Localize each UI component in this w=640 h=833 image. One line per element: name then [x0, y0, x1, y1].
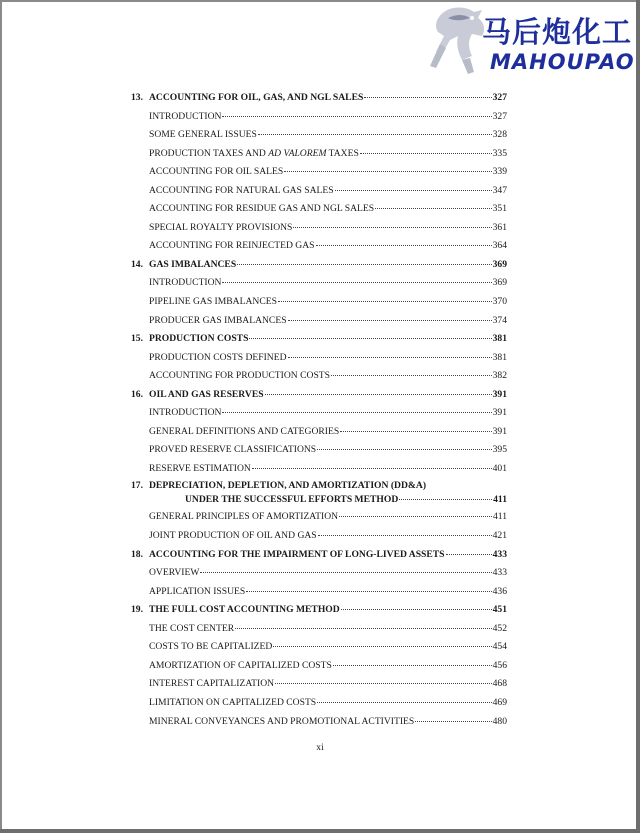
- entry-page: 421: [492, 530, 507, 542]
- leader-dots: [222, 116, 491, 117]
- leader-dots: [273, 646, 491, 647]
- leader-dots: [249, 338, 491, 339]
- toc-chapter-14[interactable]: [131, 256, 507, 275]
- entry-page: 456: [492, 659, 507, 671]
- toc-entry[interactable]: [131, 583, 507, 602]
- watermark: [422, 4, 634, 80]
- leader-dots: [317, 702, 491, 703]
- leader-dots: [415, 721, 491, 722]
- toc-chapter-16[interactable]: [131, 386, 507, 405]
- entry-title: INTRODUCTION: [149, 277, 222, 289]
- entry-title: PRODUCTION TAXES AND AD VALOREM TAXES: [149, 147, 359, 159]
- entry-title: MINERAL CONVEYANCES AND PROMOTIONAL ACTIVITIES: [149, 715, 415, 727]
- entry-title: LIMITATION ON CAPITALIZED COSTS: [149, 696, 317, 708]
- entry-title: ACCOUNTING FOR REINJECTED GAS: [149, 240, 315, 252]
- entry-title: AMORTIZATION OF CAPITALIZED COSTS: [149, 659, 332, 671]
- entry-page: 468: [492, 678, 507, 690]
- toc-entry[interactable]: [131, 675, 507, 694]
- entry-title: SPECIAL ROYALTY PROVISIONS: [149, 221, 293, 233]
- leader-dots: [399, 499, 492, 500]
- entry-page: 395: [492, 444, 507, 456]
- chapter-title: GAS IMBALANCES: [149, 258, 237, 270]
- toc-entry[interactable]: [131, 564, 507, 583]
- leader-dots: [339, 516, 492, 517]
- entry-title: PROVED RESERVE CLASSIFICATIONS: [149, 444, 317, 456]
- leader-dots: [288, 320, 492, 321]
- leader-dots: [341, 609, 492, 610]
- entry-title: PIPELINE GAS IMBALANCES: [149, 296, 277, 308]
- toc-entry[interactable]: [131, 182, 507, 201]
- toc-entry[interactable]: [131, 404, 507, 423]
- leader-dots: [222, 412, 491, 413]
- entry-page: 370: [492, 296, 507, 308]
- chapter-number: 17.: [131, 480, 143, 492]
- chapter-page: 369: [492, 258, 507, 270]
- leader-dots: [340, 431, 491, 432]
- leader-dots: [316, 245, 492, 246]
- entry-page: 454: [492, 641, 507, 653]
- chapter-page: 327: [492, 92, 507, 103]
- chapter-number: 16.: [131, 388, 143, 400]
- leader-dots: [200, 572, 491, 573]
- chapter-page: 391: [492, 388, 507, 400]
- chapter-title: UNDER THE SUCCESSFUL EFFORTS METHOD: [185, 494, 399, 506]
- entry-title: COSTS TO BE CAPITALIZED: [149, 641, 273, 653]
- page-number: xi: [316, 742, 324, 753]
- toc-entry[interactable]: [131, 441, 507, 460]
- leader-dots: [288, 357, 492, 358]
- entry-page: 339: [492, 166, 507, 178]
- entry-page: 382: [492, 370, 507, 382]
- chapter-number: 19.: [131, 604, 143, 616]
- toc-chapter-19[interactable]: [131, 601, 507, 620]
- toc-entry[interactable]: [131, 237, 507, 256]
- toc-chapter-15[interactable]: [131, 330, 507, 349]
- chapter-title: ACCOUNTING FOR THE IMPAIRMENT OF LONG-LIVED ASSETS: [149, 548, 445, 560]
- entry-page: 361: [492, 221, 507, 233]
- leader-dots: [258, 134, 492, 135]
- entry-title: GENERAL PRINCIPLES OF AMORTIZATION: [149, 511, 339, 523]
- entry-page: 351: [492, 203, 507, 215]
- page-border-top: [0, 0, 640, 2]
- page-border-left: [0, 0, 2, 833]
- leader-dots: [360, 153, 492, 154]
- chapter-number: 13.: [131, 92, 143, 103]
- chapter-page: 433: [492, 548, 507, 560]
- chapter-title: OIL AND GAS RESERVES: [149, 388, 264, 400]
- toc-entry[interactable]: [131, 312, 507, 331]
- chapter-number: 15.: [131, 333, 143, 345]
- toc-entry[interactable]: [131, 527, 507, 546]
- leader-dots: [284, 171, 491, 172]
- toc-entry[interactable]: [131, 367, 507, 386]
- entry-title: APPLICATION ISSUES: [149, 585, 246, 597]
- entry-title: ACCOUNTING FOR RESIDUE GAS AND NGL SALES: [149, 203, 375, 215]
- leader-dots: [364, 97, 491, 98]
- toc-entry[interactable]: [131, 274, 507, 293]
- entry-page: 391: [492, 407, 507, 419]
- toc-entry[interactable]: [131, 620, 507, 639]
- entry-title: ACCOUNTING FOR PRODUCTION COSTS: [149, 370, 330, 382]
- entry-page: 411: [492, 511, 507, 523]
- entry-page: 347: [492, 184, 507, 196]
- toc-entry[interactable]: [131, 460, 507, 479]
- entry-page: 452: [492, 622, 507, 634]
- entry-page: 335: [492, 147, 507, 159]
- toc-entry[interactable]: [131, 219, 507, 238]
- entry-title: GENERAL DEFINITIONS AND CATEGORIES: [149, 425, 340, 437]
- chapter-page: 451: [492, 604, 507, 616]
- entry-page: 381: [492, 351, 507, 363]
- chapter-title: THE FULL COST ACCOUNTING METHOD: [149, 604, 340, 616]
- leader-dots: [246, 591, 491, 592]
- entry-page: 433: [492, 567, 507, 579]
- leader-dots: [335, 190, 492, 191]
- leader-dots: [222, 282, 491, 283]
- leader-dots: [331, 375, 492, 376]
- leader-dots: [333, 665, 492, 666]
- leader-dots: [317, 449, 491, 450]
- leader-dots: [265, 394, 492, 395]
- toc-entry[interactable]: [131, 694, 507, 713]
- toc-chapter-13[interactable]: [131, 89, 507, 108]
- leader-dots: [278, 301, 492, 302]
- leader-dots: [318, 535, 492, 536]
- chapter-title-line1: DEPRECIATION, DEPLETION, AND AMORTIZATION (DD&A): [149, 480, 427, 492]
- entry-title: RESERVE ESTIMATION: [149, 462, 251, 474]
- chapter-title: PRODUCTION COSTS: [149, 333, 249, 345]
- watermark-english-text: MAHOUPAO: [490, 50, 635, 74]
- leader-dots: [375, 208, 491, 209]
- toc-entry[interactable]: [131, 657, 507, 676]
- entry-page: 480: [492, 715, 507, 727]
- leader-dots: [275, 683, 492, 684]
- toc-entry[interactable]: [131, 126, 507, 145]
- chapter-page: 381: [492, 333, 507, 345]
- entry-page: 327: [492, 110, 507, 122]
- chapter-number: 18.: [131, 548, 143, 560]
- page-border-bottom: [0, 829, 640, 833]
- entry-page: 469: [492, 696, 507, 708]
- entry-page: 364: [492, 240, 507, 252]
- toc-entry[interactable]: [131, 423, 507, 442]
- toc-entry[interactable]: [131, 713, 507, 732]
- entry-title: SOME GENERAL ISSUES: [149, 129, 257, 141]
- chapter-page: 411: [493, 494, 507, 506]
- entry-title: INTEREST CAPITALIZATION: [149, 678, 275, 690]
- entry-page: 374: [492, 314, 507, 326]
- entry-title: PRODUCTION COSTS DEFINED: [149, 351, 287, 363]
- toc-entry[interactable]: [131, 508, 507, 527]
- entry-title: OVERVIEW: [149, 567, 200, 579]
- entry-title: THE COST CENTER: [149, 622, 235, 634]
- toc-entry[interactable]: [131, 638, 507, 657]
- entry-page: 369: [492, 277, 507, 289]
- entry-title: ACCOUNTING FOR NATURAL GAS SALES: [149, 184, 334, 196]
- entry-title: INTRODUCTION: [149, 110, 222, 122]
- chapter-number: 14.: [131, 258, 143, 270]
- toc-entry[interactable]: [131, 200, 507, 219]
- entry-page: 391: [492, 425, 507, 437]
- toc-entry[interactable]: [131, 349, 507, 368]
- leader-dots: [237, 264, 491, 265]
- leader-dots: [235, 628, 492, 629]
- entry-page: 401: [492, 462, 507, 474]
- toc-entry[interactable]: [131, 145, 507, 164]
- watermark-chinese-text: 马后炮化工: [482, 15, 633, 49]
- page-border-right: [636, 0, 640, 833]
- leader-dots: [446, 554, 492, 555]
- entry-title: PRODUCER GAS IMBALANCES: [149, 314, 287, 326]
- toc-chapter-18[interactable]: [131, 546, 507, 565]
- chapter-title: ACCOUNTING FOR OIL, GAS, AND NGL SALES: [149, 92, 364, 103]
- leader-dots: [252, 468, 492, 469]
- table-of-contents: [131, 89, 507, 731]
- entry-page: 436: [492, 585, 507, 597]
- entry-title: INTRODUCTION: [149, 407, 222, 419]
- leader-dots: [293, 227, 491, 228]
- toc-entry[interactable]: [131, 163, 507, 182]
- toc-entry[interactable]: [131, 293, 507, 312]
- toc-entry[interactable]: [131, 108, 507, 127]
- entry-page: 328: [492, 129, 507, 141]
- entry-title: JOINT PRODUCTION OF OIL AND GAS: [149, 530, 317, 542]
- toc-chapter-17[interactable]: [131, 478, 507, 508]
- entry-title: ACCOUNTING FOR OIL SALES: [149, 166, 284, 178]
